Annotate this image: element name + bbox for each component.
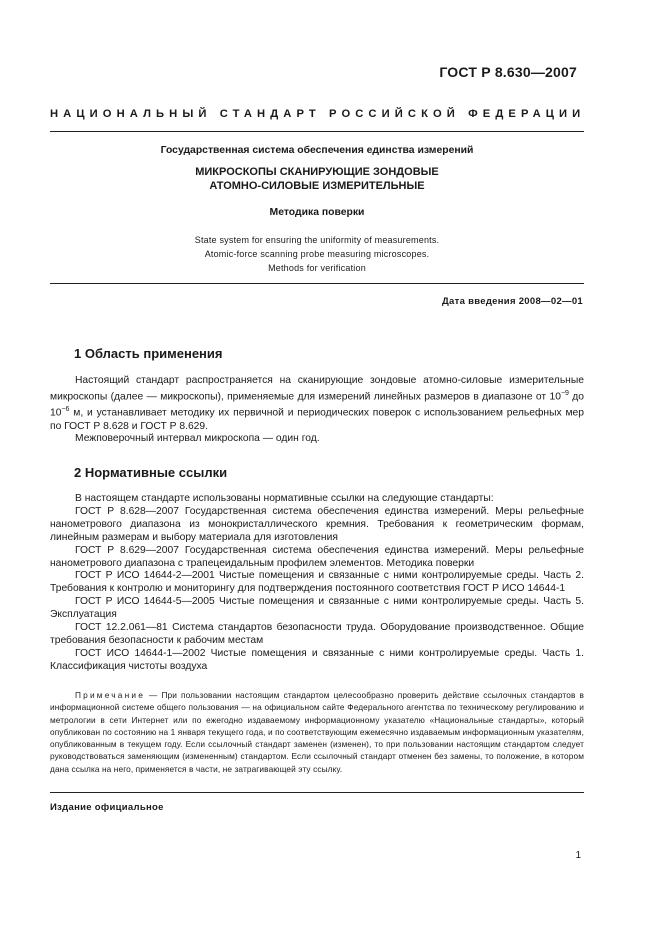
reference-paragraph: В настоящем стандарте использованы нормативные ссылки на следующие стандарты: bbox=[75, 493, 494, 504]
note-label: Примечание bbox=[75, 690, 146, 700]
note-block bbox=[50, 689, 584, 775]
section-1-body bbox=[50, 375, 584, 446]
english-title-line3: Methods for verification bbox=[268, 263, 366, 273]
reference-paragraph: ГОСТ 12.2.061—81 Система стандартов безопасности труда. Оборудование производственное. Общие требования безопасности к рабочим местам bbox=[50, 622, 584, 646]
main-title-line1: МИКРОСКОПЫ СКАНИРУЮЩИЕ ЗОНДОВЫЕ bbox=[195, 166, 439, 178]
reference-paragraph: ГОСТ Р 8.629—2007 Государственная система обеспечения единства измерений. Меры рельефные нанометрового диапазона с трапецеидальным профилем элементов. Методика поверки bbox=[50, 544, 584, 569]
reference-paragraph: ГОСТ Р 8.628—2007 Государственная система обеспечения единства измерений. Меры рельефные нанометрового диапазона из монокристаллического кремния. Требования к геометрическим формам, линейным размерам и выбору материала для изготовления bbox=[50, 505, 584, 543]
header-divider bbox=[50, 131, 584, 132]
gost-number: ГОСТ Р 8.630—2007 bbox=[439, 64, 577, 80]
system-title: Государственная система обеспечения единства измерений bbox=[160, 145, 474, 156]
main-title-line2: АТОМНО-СИЛОВЫЕ ИЗМЕРИТЕЛЬНЫЕ bbox=[209, 180, 425, 192]
section-2-heading: 2 Нормативные ссылки bbox=[74, 465, 228, 480]
official-edition-label: Издание официальное bbox=[50, 802, 164, 813]
reference-paragraph: ГОСТ Р ИСО 14644-5—2005 Чистые помещения и связанные с ними контролируемые среды. Часть 5. Эксплуатация bbox=[50, 596, 584, 621]
page-number: 1 bbox=[575, 850, 581, 861]
introduction-date: Дата введения 2008—02—01 bbox=[441, 296, 583, 307]
document-subtitle: Методика поверки bbox=[269, 207, 365, 218]
national-standard-banner: НАЦИОНАЛЬНЫЙ СТАНДАРТ РОССИЙСКОЙ ФЕДЕРАЦИИ bbox=[50, 108, 586, 120]
section-1-paragraph: Настоящий стандарт распространяется на сканирующие зондовые атомно-силовые измерительные микроскопы (далее — микроскопы), применяемые для измерений линейных размеров в диапазоне от $10^{-9}$ до $10^{-6}$ м, и устанавливает методику их первичной и периодических поверок с использованием рельефных мер по ГОСТ Р 8.628 и ГОСТ Р 8.629. bbox=[50, 375, 584, 432]
english-title-line1: State system for ensuring the uniformity of measurements. bbox=[194, 235, 440, 245]
note-text: — При пользовании настоящим стандартом целесообразно проверить действие ссылочных стандартов в информационной системе общего пользования — на официальном сайте Федерального агентства по техническому регулированию и метрологии в сети Интернет или по ежегодно издаваемому информационному указателю «Национальные стандарты», который опубликован по состоянию на 1 января текущего года, и по соответствующим ежемесячно издаваемым информационным указателям, опубликованным в текущем году. Если ссылочный стандарт заменен (изменен), то при пользовании настоящим стандартом следует руководствоваться заменяющим (измененным) стандартом. Если ссылочный стандарт отменен без замены, то положение, в котором дана ссылка на него, применяется в части, не затрагивающей эту ссылку. bbox=[50, 690, 584, 774]
section-1-paragraph: Межповерочный интервал микроскопа — один год. bbox=[75, 433, 320, 445]
main-title bbox=[50, 165, 584, 193]
title-divider bbox=[50, 283, 584, 284]
section-2-body bbox=[50, 493, 584, 674]
section-1-heading: 1 Область применения bbox=[74, 346, 223, 361]
footer-divider bbox=[50, 792, 584, 793]
note-paragraph bbox=[50, 689, 584, 775]
english-title-line2: Atomic-force scanning probe measuring microscopes. bbox=[204, 249, 430, 259]
english-title bbox=[50, 233, 584, 275]
reference-paragraph: ГОСТ ИСО 14644-1—2002 Чистые помещения и связанные с ними контролируемые среды. Часть 1. Классификация чистоты воздуха bbox=[50, 647, 584, 672]
reference-paragraph: ГОСТ Р ИСО 14644-2—2001 Чистые помещения и связанные с ними контролируемые среды. Часть 2. Требования к контролю и мониторингу для подтверждения постоянного соответствия ГОСТ Р ИСО 14644-1 bbox=[50, 570, 584, 595]
